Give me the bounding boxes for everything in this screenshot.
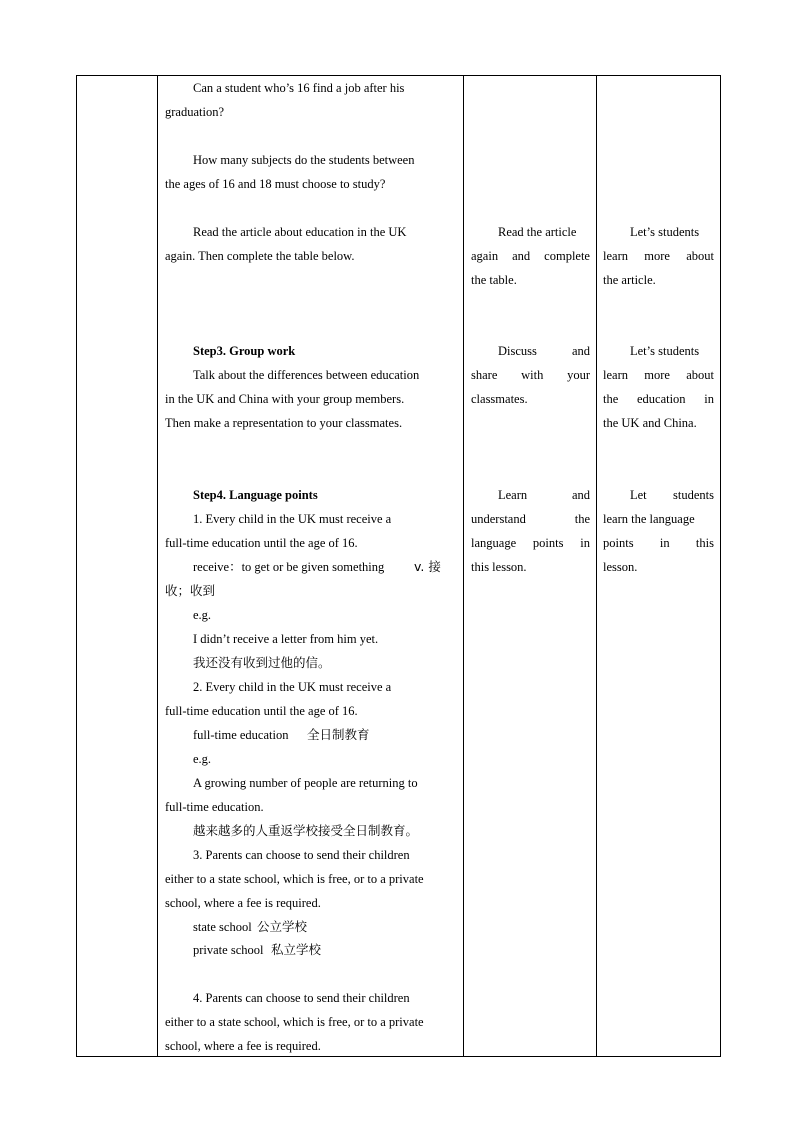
- point-2-line-2: full-time education until the age of 16.: [165, 704, 358, 718]
- point-2-phrase-chinese: 全日制教育: [307, 727, 370, 742]
- text-line: classmates.: [471, 392, 528, 406]
- word: with: [521, 368, 544, 382]
- word: points: [603, 536, 634, 550]
- text-line: lesson.: [603, 560, 638, 574]
- point-2-example-line-2: full-time education.: [165, 800, 264, 814]
- point-1-line-2: full-time education until the age of 16.: [165, 536, 358, 550]
- read-instruction-line-1: Read the article about education in the UK: [193, 225, 407, 239]
- design-intent-cell: [597, 76, 721, 1057]
- text-line: [603, 483, 714, 507]
- word: and: [571, 488, 590, 502]
- step3-heading: Step3. Group work: [193, 344, 296, 358]
- point-1-definition: receive：to get or be given something: [193, 560, 385, 574]
- step3-line-3: Then make a representation to your classmates.: [165, 416, 403, 430]
- text-line: [471, 507, 590, 531]
- point-4-line-1: 4. Parents can choose to send their children: [193, 991, 410, 1005]
- word: again: [471, 249, 499, 263]
- teaching-process-cell: [158, 76, 464, 1057]
- text-line: [471, 339, 590, 363]
- word: about: [686, 249, 714, 263]
- word: complete: [544, 249, 590, 263]
- table-row: [77, 76, 721, 1057]
- student-activity-3: [471, 483, 590, 579]
- word: and: [512, 249, 531, 263]
- text-line: [603, 387, 714, 411]
- word: points: [532, 536, 564, 550]
- word: Let: [630, 488, 647, 502]
- word: in: [580, 536, 590, 550]
- point-3-line-3: school, where a fee is required.: [165, 896, 321, 910]
- point-3-term-2: private school: [193, 943, 264, 957]
- word: the: [603, 392, 619, 406]
- word: education: [636, 392, 686, 406]
- design-intent-2: [603, 339, 714, 435]
- word: language: [471, 536, 517, 550]
- word: and: [571, 344, 590, 358]
- word: Discuss: [498, 344, 537, 358]
- text-line: [603, 363, 714, 387]
- word: learn: [603, 368, 628, 382]
- design-intent-3: [603, 483, 714, 579]
- lesson-plan-table: [76, 75, 721, 1057]
- word: your: [567, 368, 590, 382]
- text-line: Let’s students: [630, 344, 700, 358]
- text-line: Read the article: [498, 225, 577, 239]
- text-line: [471, 244, 590, 268]
- student-activity-1: [471, 220, 590, 292]
- word: about: [686, 368, 714, 382]
- student-activity-2: [471, 339, 590, 411]
- point-1-example: I didn’t receive a letter from him yet.: [193, 632, 379, 646]
- step3-line-2: in the UK and China with your group members.: [165, 392, 405, 406]
- word: more: [644, 368, 670, 382]
- point-2-example-line-1: A growing number of people are returning to: [193, 776, 418, 790]
- question-1-line-2: graduation?: [165, 105, 225, 119]
- point-1-eg: e.g.: [193, 608, 212, 622]
- text-line: Let’s students: [630, 225, 700, 239]
- question-2-line-2: the ages of 16 and 18 must choose to study?: [165, 177, 386, 191]
- column-1-cell: [77, 76, 158, 1057]
- word: students: [673, 488, 714, 502]
- read-instruction-line-2: again. Then complete the table below.: [165, 249, 355, 263]
- student-activity-cell: [464, 76, 597, 1057]
- point-4-line-2: either to a state school, which is free, or to a private: [165, 1015, 424, 1029]
- point-2-eg: e.g.: [193, 752, 212, 766]
- point-1-chinese: 收；收到: [165, 583, 216, 598]
- question-1-line-1: Can a student who’s 16 find a job after his: [193, 81, 405, 95]
- point-3-term-1-chinese: 公立学校: [257, 919, 308, 934]
- word: in: [659, 536, 670, 550]
- word: this: [695, 536, 714, 550]
- step4-heading: Step4. Language points: [193, 488, 318, 502]
- text-line: [471, 483, 590, 507]
- word: learn: [603, 249, 628, 263]
- text-line: [471, 531, 590, 555]
- word: Learn: [498, 488, 528, 502]
- step3-line-1: Talk about the differences between education: [193, 368, 420, 382]
- text-line: this lesson.: [471, 560, 527, 574]
- word: share: [471, 368, 498, 382]
- point-4-line-3: school, where a fee is required.: [165, 1039, 321, 1053]
- text-line: [471, 363, 590, 387]
- word: the: [574, 512, 590, 526]
- point-3-term-1: state school: [193, 920, 252, 934]
- point-3-term-2-chinese: 私立学校: [271, 942, 322, 957]
- word: in: [704, 392, 714, 406]
- point-1-example-chinese: 我还没有收到过他的信。: [193, 655, 331, 670]
- point-2-phrase: full-time education: [193, 728, 289, 742]
- text-line: the UK and China.: [603, 416, 697, 430]
- text-line: the article.: [603, 273, 656, 287]
- text-line: learn the language: [603, 512, 695, 526]
- point-1-line-1: 1. Every child in the UK must receive a: [193, 512, 392, 526]
- text-line: [603, 531, 714, 555]
- point-3-line-2: either to a state school, which is free, or to a private: [165, 872, 424, 886]
- question-2-line-1: How many subjects do the students between: [193, 153, 415, 167]
- text-line: [603, 244, 714, 268]
- point-1-part-of-speech: v. 接: [414, 559, 441, 574]
- point-2-line-1: 2. Every child in the UK must receive a: [193, 680, 392, 694]
- word: more: [644, 249, 670, 263]
- design-intent-1: [603, 220, 714, 292]
- text-line: the table.: [471, 273, 517, 287]
- point-2-example-chinese: 越来越多的人重返学校接受全日制教育。: [193, 823, 419, 838]
- word: understand: [471, 512, 526, 526]
- point-3-line-1: 3. Parents can choose to send their children: [193, 848, 410, 862]
